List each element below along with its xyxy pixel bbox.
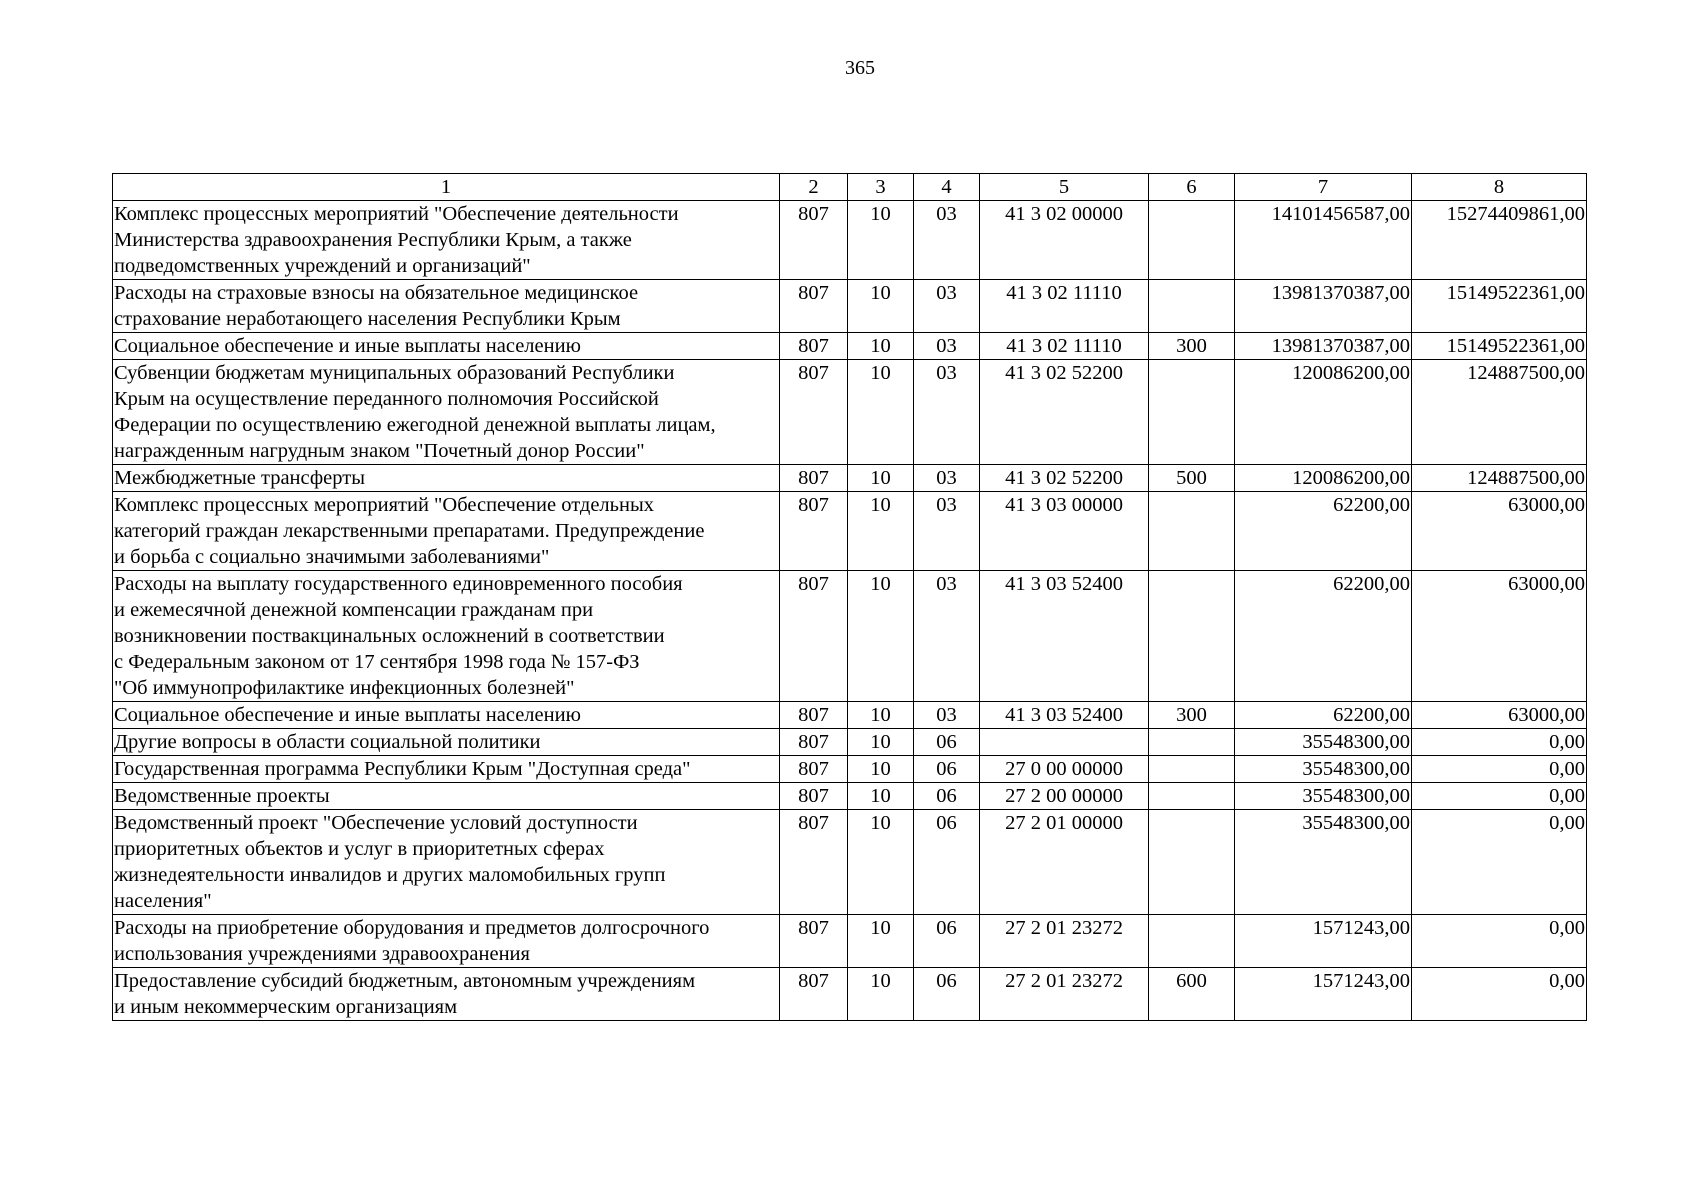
- col-8-amount: 0,00: [1412, 810, 1587, 915]
- row-name-line: Социальное обеспечение и иные выплаты населению: [114, 335, 581, 357]
- col-7-amount: 35548300,00: [1235, 756, 1412, 783]
- col-3-code: 10: [848, 201, 914, 280]
- col-2-code: 807: [780, 756, 848, 783]
- row-name-line: Государственная программа Республики Крым "Доступная среда": [114, 758, 691, 780]
- row-name: [113, 360, 780, 465]
- row-name-line: Федерации по осуществлению ежегодной денежной выплаты лицам,: [114, 414, 716, 436]
- col-4-code: 03: [914, 360, 980, 465]
- table-row: [113, 280, 1587, 333]
- row-name-line: Межбюджетные трансферты: [114, 467, 365, 489]
- page-number: 365: [845, 57, 875, 79]
- header-cell: 2: [780, 174, 848, 201]
- col-8-amount: 63000,00: [1412, 702, 1587, 729]
- header-row: [113, 174, 1587, 201]
- col-2-code: 807: [780, 360, 848, 465]
- col-4-code: 06: [914, 783, 980, 810]
- col-2-code: 807: [780, 968, 848, 1021]
- col-2-code: 807: [780, 810, 848, 915]
- table-row: [113, 360, 1587, 465]
- col-5-code: 41 3 03 52400: [980, 571, 1149, 702]
- header-cell: 5: [980, 174, 1149, 201]
- col-6-code: [1149, 915, 1235, 968]
- col-3-code: 10: [848, 360, 914, 465]
- col-5-code: 41 3 02 00000: [980, 201, 1149, 280]
- row-name-line: категорий граждан лекарственными препаратами. Предупреждение: [114, 520, 705, 542]
- col-4-code: 03: [914, 571, 980, 702]
- row-name-line: использования учреждениями здравоохранения: [114, 943, 530, 965]
- table-row: [113, 465, 1587, 492]
- col-6-code: [1149, 783, 1235, 810]
- col-8-amount: 63000,00: [1412, 571, 1587, 702]
- col-4-code: 03: [914, 201, 980, 280]
- row-name-line: Другие вопросы в области социальной политики: [114, 731, 541, 753]
- col-6-code: [1149, 280, 1235, 333]
- col-6-code: [1149, 201, 1235, 280]
- col-7-amount: 62200,00: [1235, 571, 1412, 702]
- budget-table: [112, 173, 1587, 1021]
- col-8-amount: 124887500,00: [1412, 465, 1587, 492]
- col-3-code: 10: [848, 280, 914, 333]
- col-6-code: 300: [1149, 333, 1235, 360]
- row-name-line: Ведомственный проект "Обеспечение условий доступности: [114, 812, 638, 834]
- col-4-code: 06: [914, 968, 980, 1021]
- row-name-line: возникновении поствакцинальных осложнений в соответствии: [114, 625, 665, 647]
- col-7-amount: 13981370387,00: [1235, 333, 1412, 360]
- row-name-line: страхование неработающего населения Республики Крым: [114, 308, 621, 330]
- row-name-line: с Федеральным законом от 17 сентября 1998 года № 157-ФЗ: [114, 651, 640, 673]
- row-name: [113, 729, 780, 756]
- header-cell: 8: [1412, 174, 1587, 201]
- col-7-amount: 35548300,00: [1235, 729, 1412, 756]
- col-3-code: 10: [848, 756, 914, 783]
- row-name: [113, 201, 780, 280]
- col-6-code: 300: [1149, 702, 1235, 729]
- row-name: [113, 571, 780, 702]
- col-2-code: 807: [780, 492, 848, 571]
- col-4-code: 03: [914, 492, 980, 571]
- row-name-line: Расходы на выплату государственного единовременного пособия: [114, 573, 683, 595]
- row-name: [113, 968, 780, 1021]
- col-5-code: 41 3 02 11110: [980, 333, 1149, 360]
- col-4-code: 03: [914, 702, 980, 729]
- col-3-code: 10: [848, 571, 914, 702]
- row-name-line: Ведомственные проекты: [114, 785, 330, 807]
- col-2-code: 807: [780, 465, 848, 492]
- col-5-code: [980, 729, 1149, 756]
- col-3-code: 10: [848, 492, 914, 571]
- row-name-line: приоритетных объектов и услуг в приоритетных сферах: [114, 838, 605, 860]
- table-row: [113, 201, 1587, 280]
- col-3-code: 10: [848, 810, 914, 915]
- header-cell: 4: [914, 174, 980, 201]
- row-name-line: Предоставление субсидий бюджетным, автономным учреждениям: [114, 970, 696, 992]
- col-8-amount: 63000,00: [1412, 492, 1587, 571]
- col-2-code: 807: [780, 571, 848, 702]
- col-4-code: 06: [914, 756, 980, 783]
- col-8-amount: 0,00: [1412, 783, 1587, 810]
- col-5-code: 41 3 02 11110: [980, 280, 1149, 333]
- col-3-code: 10: [848, 333, 914, 360]
- col-8-amount: 0,00: [1412, 756, 1587, 783]
- col-3-code: 10: [848, 783, 914, 810]
- col-2-code: 807: [780, 702, 848, 729]
- col-7-amount: 62200,00: [1235, 492, 1412, 571]
- col-7-amount: 1571243,00: [1235, 968, 1412, 1021]
- row-name-line: населения": [114, 890, 212, 912]
- col-3-code: 10: [848, 968, 914, 1021]
- col-8-amount: 124887500,00: [1412, 360, 1587, 465]
- col-8-amount: 0,00: [1412, 968, 1587, 1021]
- col-3-code: 10: [848, 465, 914, 492]
- table-row: [113, 783, 1587, 810]
- col-4-code: 03: [914, 280, 980, 333]
- col-5-code: 27 2 00 00000: [980, 783, 1149, 810]
- col-2-code: 807: [780, 729, 848, 756]
- table-row: [113, 333, 1587, 360]
- col-7-amount: 62200,00: [1235, 702, 1412, 729]
- col-6-code: [1149, 360, 1235, 465]
- table-row: [113, 729, 1587, 756]
- col-2-code: 807: [780, 915, 848, 968]
- row-name-line: Крым на осуществление переданного полномочия Российской: [114, 388, 659, 410]
- row-name-line: Расходы на страховые взносы на обязательное медицинское: [114, 282, 639, 304]
- row-name: [113, 915, 780, 968]
- table-row: [113, 702, 1587, 729]
- col-3-code: 10: [848, 702, 914, 729]
- col-5-code: 27 2 01 23272: [980, 968, 1149, 1021]
- row-name: [113, 492, 780, 571]
- header-cell: 6: [1149, 174, 1235, 201]
- col-7-amount: 14101456587,00: [1235, 201, 1412, 280]
- col-7-amount: 120086200,00: [1235, 465, 1412, 492]
- col-5-code: 27 2 01 00000: [980, 810, 1149, 915]
- table-row: [113, 915, 1587, 968]
- col-7-amount: 13981370387,00: [1235, 280, 1412, 333]
- table-body: [113, 201, 1587, 1021]
- col-7-amount: 120086200,00: [1235, 360, 1412, 465]
- row-name: [113, 756, 780, 783]
- col-6-code: 600: [1149, 968, 1235, 1021]
- col-4-code: 06: [914, 729, 980, 756]
- col-8-amount: 0,00: [1412, 729, 1587, 756]
- row-name-line: и иным некоммерческим организациям: [114, 996, 458, 1018]
- row-name: [113, 280, 780, 333]
- row-name: [113, 333, 780, 360]
- row-name: [113, 465, 780, 492]
- row-name-line: и борьба с социально значимыми заболеваниями": [114, 546, 550, 568]
- col-7-amount: 1571243,00: [1235, 915, 1412, 968]
- col-6-code: 500: [1149, 465, 1235, 492]
- table-row: [113, 968, 1587, 1021]
- col-5-code: 41 3 02 52200: [980, 465, 1149, 492]
- table-row: [113, 571, 1587, 702]
- row-name-line: Комплекс процессных мероприятий "Обеспечение деятельности: [114, 203, 679, 225]
- col-6-code: [1149, 492, 1235, 571]
- col-5-code: 41 3 03 52400: [980, 702, 1149, 729]
- col-4-code: 06: [914, 915, 980, 968]
- col-4-code: 06: [914, 810, 980, 915]
- row-name-line: "Об иммунопрофилактике инфекционных болезней": [114, 677, 575, 699]
- col-5-code: 41 3 02 52200: [980, 360, 1149, 465]
- row-name: [113, 702, 780, 729]
- col-6-code: [1149, 571, 1235, 702]
- header-cell: 3: [848, 174, 914, 201]
- col-8-amount: 15149522361,00: [1412, 333, 1587, 360]
- col-8-amount: 15274409861,00: [1412, 201, 1587, 280]
- col-2-code: 807: [780, 201, 848, 280]
- header-cell: 1: [113, 174, 780, 201]
- col-6-code: [1149, 756, 1235, 783]
- col-8-amount: 0,00: [1412, 915, 1587, 968]
- col-6-code: [1149, 810, 1235, 915]
- col-4-code: 03: [914, 333, 980, 360]
- row-name-line: и ежемесячной денежной компенсации гражданам при: [114, 599, 594, 621]
- row-name-line: Комплекс процессных мероприятий "Обеспечение отдельных: [114, 494, 654, 516]
- row-name-line: жизнедеятельности инвалидов и других маломобильных групп: [114, 864, 666, 886]
- row-name-line: Расходы на приобретение оборудования и предметов долгосрочного: [114, 917, 710, 939]
- row-name-line: Субвенции бюджетам муниципальных образований Республики: [114, 362, 675, 384]
- row-name: [113, 810, 780, 915]
- col-5-code: 41 3 03 00000: [980, 492, 1149, 571]
- col-7-amount: 35548300,00: [1235, 810, 1412, 915]
- col-7-amount: 35548300,00: [1235, 783, 1412, 810]
- col-3-code: 10: [848, 729, 914, 756]
- col-2-code: 807: [780, 783, 848, 810]
- col-2-code: 807: [780, 280, 848, 333]
- col-4-code: 03: [914, 465, 980, 492]
- table-row: [113, 756, 1587, 783]
- col-5-code: 27 2 01 23272: [980, 915, 1149, 968]
- col-8-amount: 15149522361,00: [1412, 280, 1587, 333]
- col-2-code: 807: [780, 333, 848, 360]
- row-name-line: Социальное обеспечение и иные выплаты населению: [114, 704, 581, 726]
- row-name-line: Министерства здравоохранения Республики Крым, а также: [114, 229, 632, 251]
- col-5-code: 27 0 00 00000: [980, 756, 1149, 783]
- row-name-line: награжденным нагрудным знаком "Почетный донор России": [114, 440, 645, 462]
- col-3-code: 10: [848, 915, 914, 968]
- row-name: [113, 783, 780, 810]
- row-name-line: подведомственных учреждений и организаций": [114, 255, 531, 277]
- col-6-code: [1149, 729, 1235, 756]
- header-cell: 7: [1235, 174, 1412, 201]
- table-row: [113, 810, 1587, 915]
- table-row: [113, 492, 1587, 571]
